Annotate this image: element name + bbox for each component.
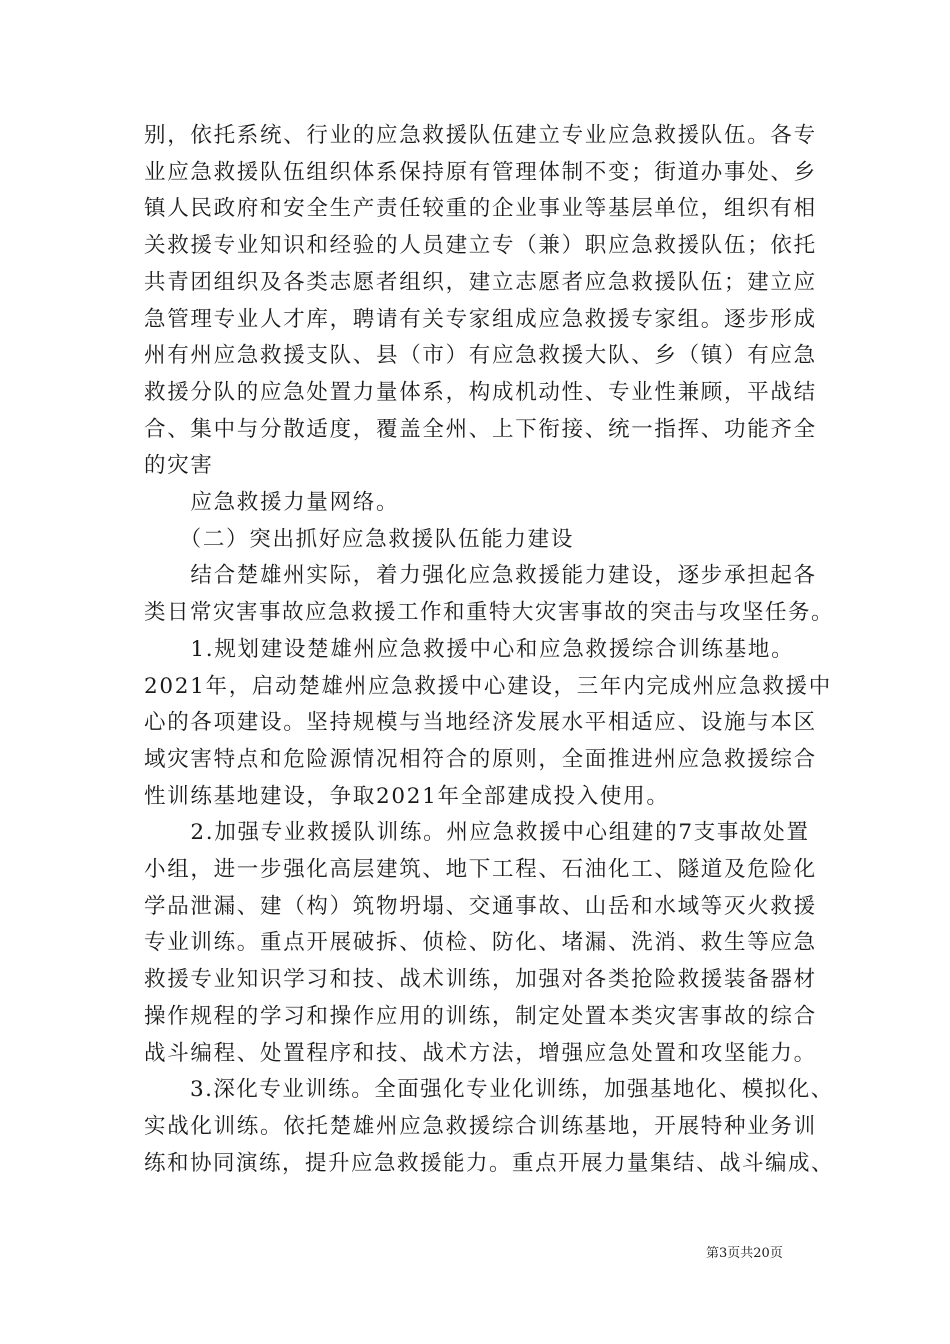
text-line: 操作规程的学习和操作应用的训练，制定处置本类灾害事故的综合 xyxy=(144,1003,817,1029)
text-line: 练和协同演练，提升应急救援能力。重点开展力量集结、战斗编成、 xyxy=(144,1150,835,1176)
text-line: 域灾害特点和危险源情况相符合的原则，全面推进州应急救援综合 xyxy=(144,746,817,772)
text-line: 战斗编程、处置程序和技、战术方法，增强应急处置和攻坚能力。 xyxy=(144,1040,817,1066)
text-line: 类日常灾害事故应急救援工作和重特大灾害事故的突击与攻坚任务。 xyxy=(144,600,835,626)
text-line: 小组，进一步强化高层建筑、地下工程、石油化工、隧道及危险化 xyxy=(144,857,817,882)
text-line: 共青团组织及各类志愿者组织，建立志愿者应急救援队伍；建立应 xyxy=(144,269,817,295)
text-line: 2021年，启动楚雄州应急救援中心建设，三年内完成州应急救援中 xyxy=(144,673,832,699)
text-line: 1.规划建设楚雄州应急救援中心和应急救援综合训练基地。 xyxy=(144,636,795,662)
text-line: （二）突出抓好应急救援队伍能力建设 xyxy=(144,526,575,552)
text-line: 专业训练。重点开展破拆、侦检、防化、堵漏、洗消、救生等应急 xyxy=(144,930,817,956)
text-line: 关救援专业知识和经验的人员建立专（兼）职应急救援队伍；依托 xyxy=(144,233,817,259)
text-line: 结合楚雄州实际，着力强化应急救援能力建设，逐步承担起各 xyxy=(144,563,817,589)
text-line: 性训练基地建设，争取2021年全部建成投入使用。 xyxy=(144,783,670,809)
text-line: 实战化训练。依托楚雄州应急救援综合训练基地，开展特种业务训 xyxy=(144,1113,817,1139)
text-line: 救援专业知识学习和技、战术训练，加强对各类抢险救援装备器材 xyxy=(144,967,817,993)
text-line: 的灾害 xyxy=(144,453,214,479)
text-line: 业应急救援队伍组织体系保持原有管理体制不变；街道办事处、乡 xyxy=(144,159,817,185)
text-line: 应急救援力量网络。 xyxy=(144,490,400,515)
text-line: 心的各项建设。坚持规模与当地经济发展水平相适应、设施与本区 xyxy=(144,710,817,736)
text-line: 3.深化专业训练。全面强化专业化训练，加强基地化、模拟化、 xyxy=(144,1077,834,1103)
text-line: 急管理专业人才库，聘请有关专家组成应急救援专家组。逐步形成 xyxy=(144,306,817,332)
text-line: 别，依托系统、行业的应急救援队伍建立专业应急救援队伍。各专 xyxy=(144,123,817,148)
text-line: 2.加强专业救援队训练。州应急救援中心组建的7支事故处置 xyxy=(144,820,810,846)
text-line: 救援分队的应急处置力量体系，构成机动性、专业性兼顾，平战结 xyxy=(144,379,817,405)
page-number-footer: 第3页共20页 xyxy=(706,1246,783,1261)
text-line: 学品泄漏、建（构）筑物坍塌、交通事故、山岳和水域等灭火救援 xyxy=(144,893,817,919)
text-line: 州有州应急救援支队、县（市）有应急救援大队、乡（镇）有应急 xyxy=(144,343,817,369)
text-line: 镇人民政府和安全生产责任较重的企业事业等基层单位，组织有相 xyxy=(144,196,817,222)
text-line: 合、集中与分散适度，覆盖全州、上下衔接、统一指挥、功能齐全 xyxy=(144,416,817,442)
